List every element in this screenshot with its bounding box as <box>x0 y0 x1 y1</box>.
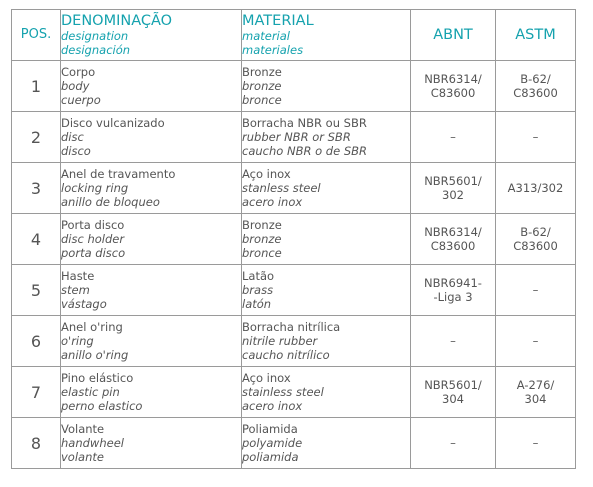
astm-value: – <box>532 130 539 144</box>
designation-pt: Corpo <box>61 65 96 79</box>
pos-cell: 7 <box>12 367 61 418</box>
material-en: stanless steel <box>242 181 321 195</box>
abnt-value: – <box>450 130 456 144</box>
designation-en: body <box>61 79 90 93</box>
designation-pt: Anel de travamento <box>61 167 176 181</box>
pos-cell: 3 <box>12 163 61 214</box>
abnt-value: – <box>450 334 456 348</box>
header-material-pt: MATERIAL <box>242 13 314 29</box>
pos-cell: 6 <box>12 316 61 367</box>
designation-cell <box>61 418 242 469</box>
designation-es: anillo o'ring <box>61 348 129 362</box>
abnt-cell <box>411 265 496 316</box>
abnt-cell <box>411 367 496 418</box>
table-row <box>12 316 576 367</box>
abnt-value: NBR6941- <box>424 276 482 290</box>
table-row <box>12 163 576 214</box>
material-en: stainless steel <box>242 385 324 399</box>
designation-es: cuerpo <box>61 93 101 107</box>
header-material-en: material <box>242 29 290 43</box>
designation-cell <box>61 163 242 214</box>
designation-en: disc <box>61 130 84 144</box>
abnt-value: -Liga 3 <box>433 290 473 304</box>
designation-es: anillo de bloqueo <box>61 195 160 209</box>
astm-value: B-62/ <box>520 72 551 86</box>
material-es: bronce <box>242 93 282 107</box>
astm-cell <box>496 418 576 469</box>
astm-value: B-62/ <box>520 225 551 239</box>
astm-cell <box>496 112 576 163</box>
designation-es: porta disco <box>61 246 126 260</box>
pos-cell: 8 <box>12 418 61 469</box>
abnt-value: NBR5601/ <box>424 174 482 188</box>
astm-value: C83600 <box>513 86 558 100</box>
header-astm-label: ASTM <box>515 27 556 43</box>
designation-cell <box>61 61 242 112</box>
abnt-value: C83600 <box>430 86 476 100</box>
table-row <box>12 265 576 316</box>
material-cell <box>242 112 411 163</box>
pos-cell: 4 <box>12 214 61 265</box>
material-pt: Borracha NBR ou SBR <box>242 116 367 130</box>
header-denominacao <box>61 10 242 61</box>
astm-value: A-276/ <box>516 378 555 392</box>
material-en: nitrile rubber <box>242 334 318 348</box>
header-material <box>242 10 411 61</box>
material-pt: Aço inox <box>242 371 291 385</box>
astm-value: C83600 <box>513 239 558 253</box>
header-pos <box>12 10 61 61</box>
pos-cell: 2 <box>12 112 61 163</box>
material-es: poliamida <box>242 450 299 464</box>
designation-pt: Haste <box>61 269 95 283</box>
material-pt: Borracha nitrílica <box>242 320 341 334</box>
table-row <box>12 61 576 112</box>
designation-es: perno elastico <box>61 399 143 413</box>
material-en: brass <box>242 283 274 297</box>
material-pt: Poliamida <box>242 422 298 436</box>
header-abnt-label: ABNT <box>433 27 473 43</box>
header-denominacao-pt: DENOMINAÇÃO <box>61 13 173 29</box>
designation-en: o'ring <box>61 334 94 348</box>
header-pos-label: POS. <box>20 27 52 42</box>
material-cell <box>242 418 411 469</box>
material-en: bronze <box>242 79 282 93</box>
table-row <box>12 214 576 265</box>
designation-cell <box>61 367 242 418</box>
material-es: acero inox <box>242 399 303 413</box>
abnt-value: C83600 <box>430 239 476 253</box>
astm-value: A313/302 <box>507 181 564 195</box>
header-abnt <box>411 10 496 61</box>
designation-es: vástago <box>61 297 107 311</box>
designation-en: handwheel <box>61 436 124 450</box>
designation-pt: Volante <box>61 422 105 436</box>
astm-value: 304 <box>524 392 547 406</box>
designation-es: volante <box>61 450 104 464</box>
material-en: rubber NBR or SBR <box>242 130 351 144</box>
material-es: acero inox <box>242 195 303 209</box>
pos-cell: 5 <box>12 265 61 316</box>
parts-table <box>11 9 576 469</box>
astm-cell <box>496 265 576 316</box>
material-pt: Aço inox <box>242 167 291 181</box>
designation-pt: Anel o'ring <box>61 320 123 334</box>
astm-value: – <box>532 334 539 348</box>
designation-cell <box>61 214 242 265</box>
abnt-cell <box>411 418 496 469</box>
material-en: bronze <box>242 232 282 246</box>
material-cell <box>242 214 411 265</box>
abnt-value: NBR5601/ <box>424 378 482 392</box>
abnt-cell <box>411 112 496 163</box>
table-row <box>12 367 576 418</box>
header-material-es: materiales <box>242 43 304 57</box>
astm-value: – <box>532 283 539 297</box>
material-es: latón <box>242 297 272 311</box>
header-denominacao-en: designation <box>61 29 129 43</box>
astm-cell <box>496 316 576 367</box>
material-es: bronce <box>242 246 282 260</box>
material-es: caucho nitrílico <box>242 348 330 362</box>
astm-cell <box>496 214 576 265</box>
abnt-cell <box>411 214 496 265</box>
abnt-value: 304 <box>442 392 464 406</box>
material-cell <box>242 61 411 112</box>
designation-cell <box>61 316 242 367</box>
header-astm <box>496 10 576 61</box>
pos-cell: 1 <box>12 61 61 112</box>
header-denominacao-es: designación <box>61 43 131 57</box>
astm-value: – <box>532 436 539 450</box>
designation-en: stem <box>61 283 90 297</box>
material-pt: Bronze <box>242 218 282 232</box>
astm-cell <box>496 163 576 214</box>
abnt-value: NBR6314/ <box>424 72 482 86</box>
designation-cell <box>61 112 242 163</box>
designation-es: disco <box>61 144 91 158</box>
material-en: polyamide <box>242 436 303 450</box>
abnt-cell <box>411 61 496 112</box>
abnt-value: – <box>450 436 456 450</box>
abnt-cell <box>411 316 496 367</box>
astm-cell <box>496 367 576 418</box>
astm-cell <box>496 61 576 112</box>
abnt-value: 302 <box>442 188 464 202</box>
material-cell <box>242 265 411 316</box>
material-cell <box>242 367 411 418</box>
designation-cell <box>61 265 242 316</box>
abnt-value: NBR6314/ <box>424 225 482 239</box>
designation-en: elastic pin <box>61 385 120 399</box>
material-pt: Bronze <box>242 65 282 79</box>
material-pt: Latão <box>242 269 275 283</box>
material-es: caucho NBR o de SBR <box>242 144 368 158</box>
designation-pt: Disco vulcanizado <box>61 116 165 130</box>
abnt-cell <box>411 163 496 214</box>
designation-pt: Pino elástico <box>61 371 134 385</box>
designation-en: locking ring <box>61 181 129 195</box>
material-cell <box>242 163 411 214</box>
table-header-row <box>12 10 576 61</box>
designation-pt: Porta disco <box>61 218 125 232</box>
material-cell <box>242 316 411 367</box>
table-row <box>12 112 576 163</box>
table-row <box>12 418 576 469</box>
designation-en: disc holder <box>61 232 125 246</box>
